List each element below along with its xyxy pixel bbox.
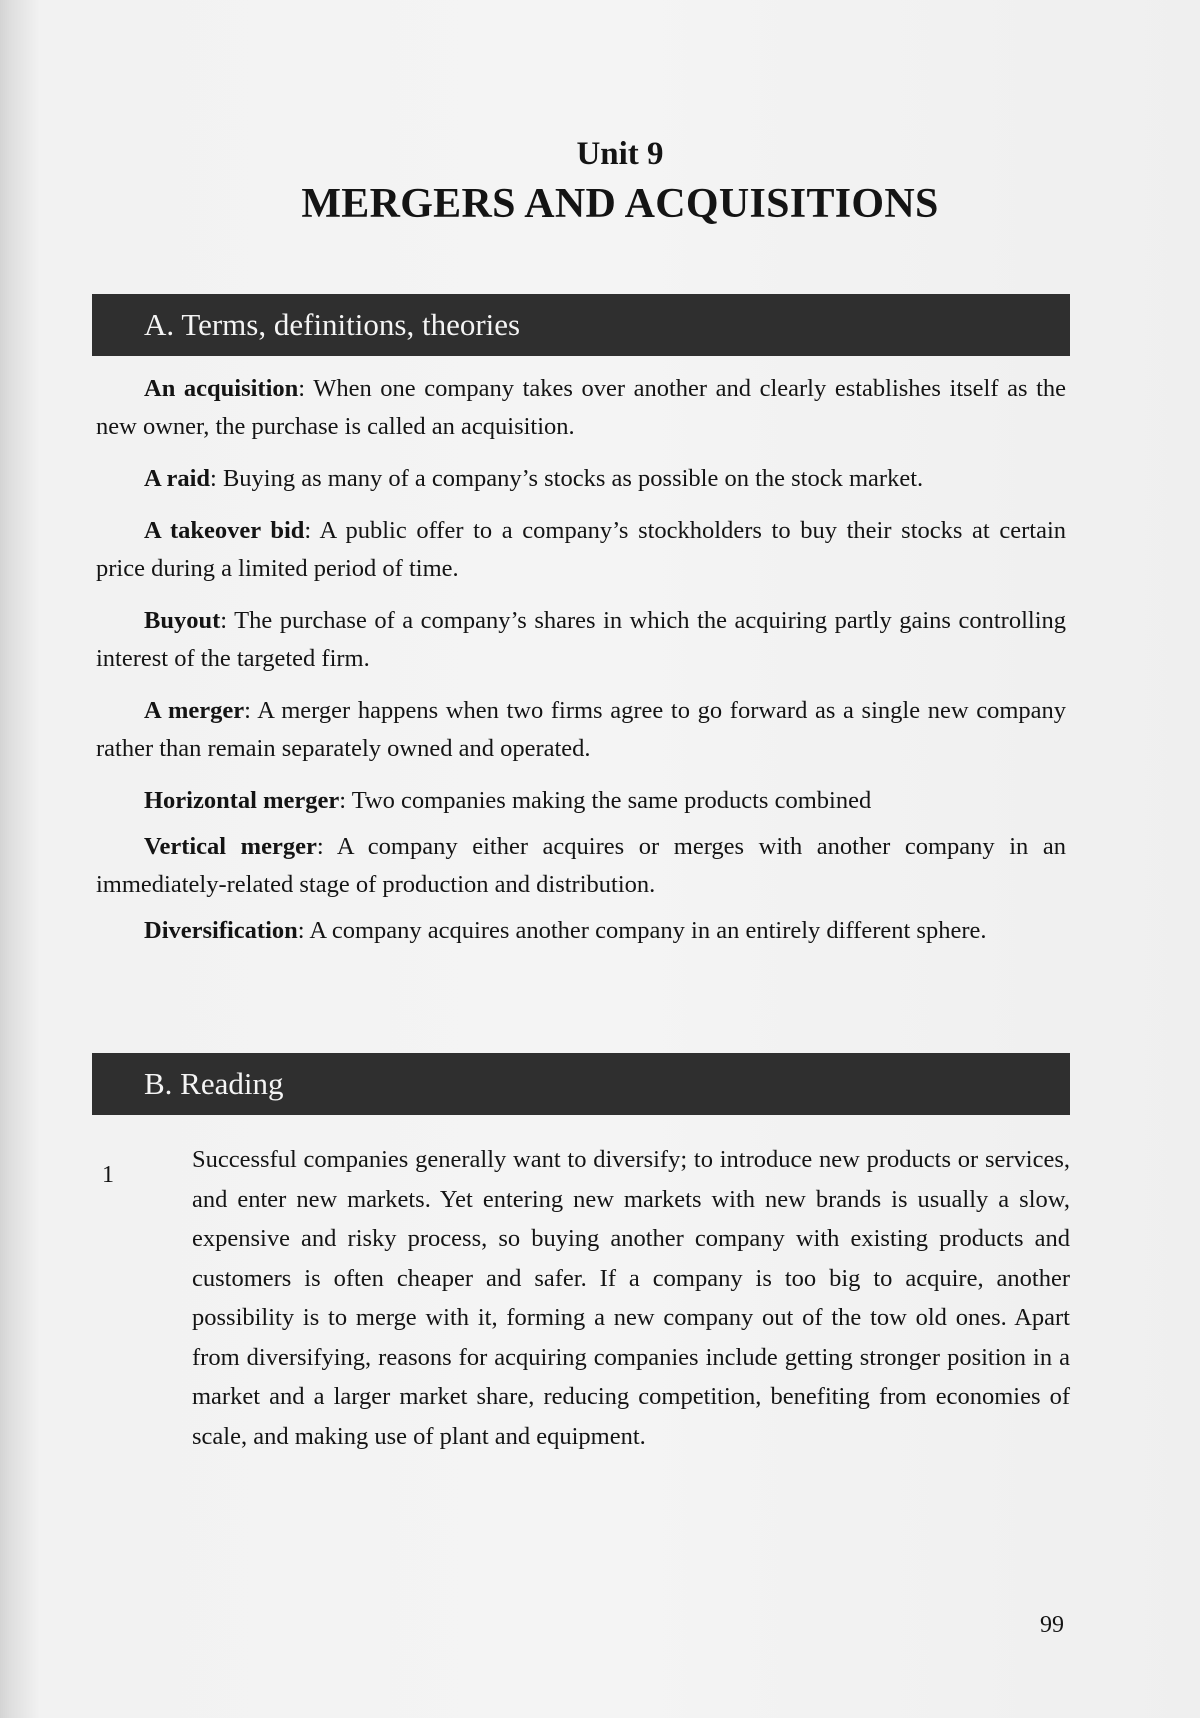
definition-term: A merger (144, 697, 245, 724)
page-number: 99 (1040, 1612, 1064, 1638)
definition-term: Buyout (144, 607, 221, 634)
definition-term: Horizontal merger (144, 787, 340, 814)
reading-passage (96, 1140, 1070, 1456)
definition-term: Vertical merger (144, 833, 317, 860)
definition-buyout (96, 602, 1066, 678)
definition-text: : The purchase of a company’s shares in which the acquiring partly gains controlling interest of the targeted firm. (96, 607, 1066, 672)
definition-text: : A merger happens when two firms agree to go forward as a single new company rather than remain separately owned and operated. (96, 697, 1066, 762)
definition-merger (96, 692, 1066, 768)
definition-text: : A company either acquires or merges with another company in an immediately-related stage of production and distribution. (96, 833, 1067, 898)
unit-label: Unit 9 (576, 136, 664, 172)
definition-text: : A public offer to a company’s stockholders to buy their stocks at certain price during a limited period of time. (96, 517, 1067, 582)
definitions-list (96, 370, 1066, 964)
definition-horizontal-merger (96, 782, 1066, 820)
definition-text: : When one company takes over another and clearly establishes itself as the new owner, the purchase is called an acquisition. (96, 375, 1067, 440)
definition-raid (96, 460, 1066, 498)
definition-term: A takeover bid (144, 517, 305, 544)
definition-term: Diversification (144, 917, 298, 944)
definition-term: An acquisition (144, 375, 299, 402)
definition-term: A raid (144, 465, 211, 492)
definition-diversification (96, 912, 1066, 950)
reading-paragraph: Successful companies generally want to diversify; to introduce new products or services, and enter new markets. Yet entering new markets with new brands is usually a slow, expensive and risky process, so buying another company with existing products and customers is often cheaper and safer. If a company is too big to acquire, another possibility is to merge with it, forming a new company out of the tow old ones. Apart from diversifying, reasons for acquiring companies include getting stronger position in a market and a larger market share, reducing competition, benefiting from economies of scale, and making use of plant and equipment. (192, 1146, 1070, 1450)
section-a-heading: A. Terms, definitions, theories (92, 294, 1070, 356)
definition-text: : Two companies making the same products combined (339, 787, 872, 814)
definition-text: : Buying as many of a company’s stocks as possible on the stock market. (210, 465, 924, 492)
paragraph-number: 1 (102, 1162, 114, 1188)
page-title: MERGERS AND ACQUISITIONS (301, 181, 939, 227)
definition-acquisition (96, 370, 1066, 446)
section-b-heading: B. Reading (92, 1053, 1070, 1115)
definition-vertical-merger (96, 828, 1066, 904)
definition-text: : A company acquires another company in an entirely different sphere. (297, 917, 987, 944)
definition-takeover-bid (96, 512, 1066, 588)
